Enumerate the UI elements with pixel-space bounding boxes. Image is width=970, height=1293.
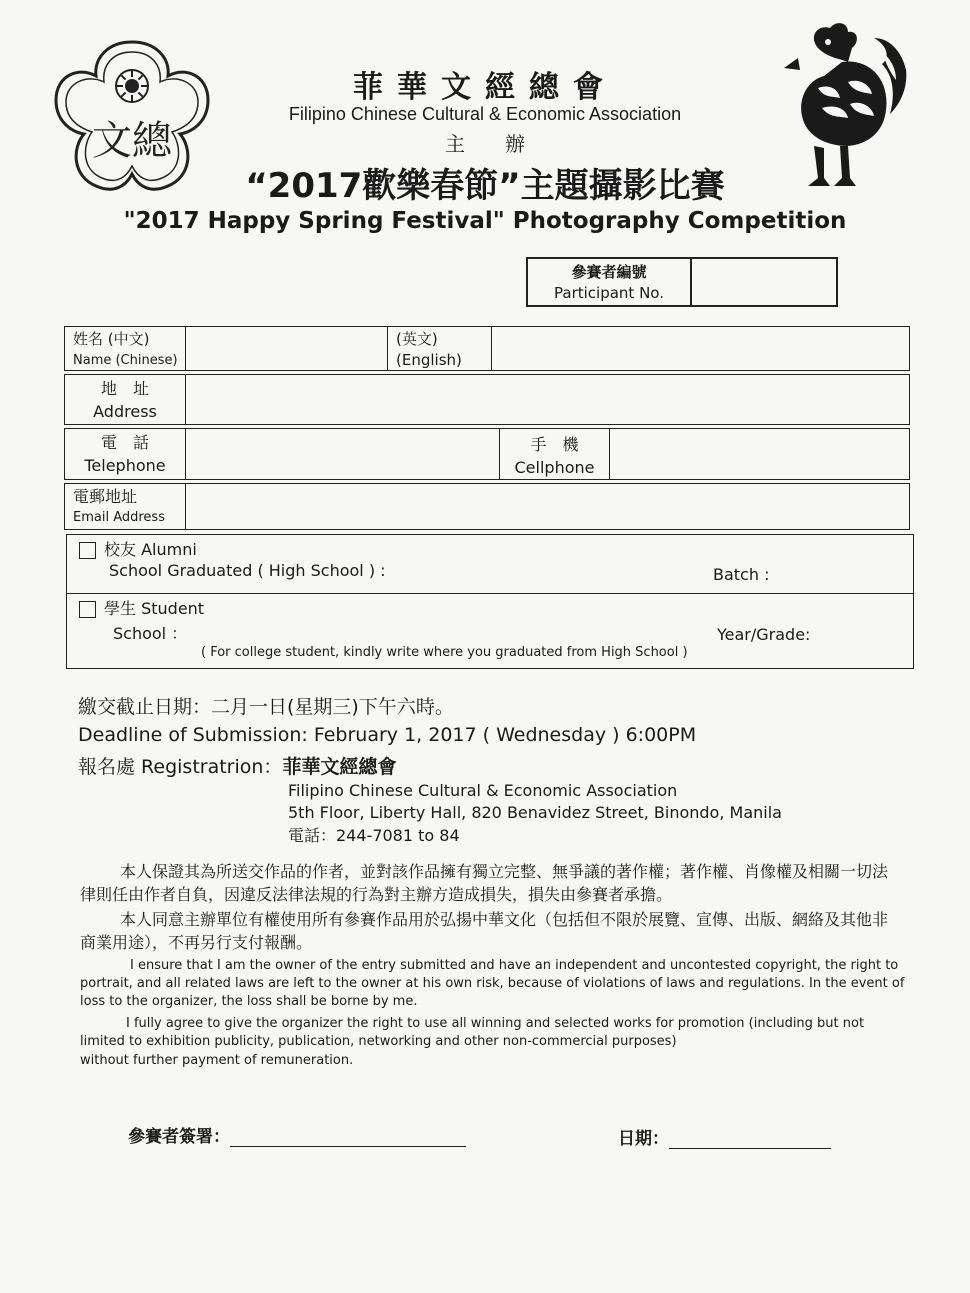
date-area <box>618 1124 831 1149</box>
batch-label: Batch : <box>713 565 770 584</box>
alumni-label: 校友 Alumni <box>104 540 197 559</box>
cellphone-label-zh: 手 機 <box>530 435 579 454</box>
title-zh: “2017歡樂春節”主題攝影比賽 <box>245 166 725 206</box>
student-label: 學生 Student <box>104 599 205 618</box>
address-label-en: Address <box>93 402 157 421</box>
email-label-zh: 電郵地址 <box>73 487 138 506</box>
participant-number-box <box>526 257 838 307</box>
logo-text: 文總 <box>92 118 172 164</box>
registration-phone: 電話：244-7081 to 84 <box>288 826 460 845</box>
terms-en-2a: I fully agree to give the organizer the right to use all winning and selected works for promotion (including but not limited to exhibition publicity, publication, networking and other non-commercial purposes) <box>80 1016 865 1049</box>
terms-zh-2: 本人同意主辦單位有權使用所有參賽作品用於弘揚中華文化（包括但不限於展覽、宣傳、出版、網絡及其他非商業用途），不再另行支付報酬。 <box>80 910 889 952</box>
name-en-label-zh: (英文) <box>396 330 438 348</box>
date-label: 日期： <box>618 1129 669 1149</box>
participant-label <box>528 259 692 305</box>
deadline-zh: 繳交截止日期：二月一日(星期三)下午六時。 <box>78 696 454 718</box>
email-label <box>65 484 185 529</box>
address-field[interactable] <box>185 375 909 424</box>
year-grade-label: Year/Grade: <box>717 625 811 644</box>
telephone-label-zh: 電 話 <box>100 433 149 452</box>
signature-label: 參賽者簽署： <box>128 1127 230 1147</box>
name-en-field[interactable] <box>491 327 909 370</box>
cellphone-field[interactable] <box>609 429 909 479</box>
registration-org-en: Filipino Chinese Cultural & Economic Association <box>288 781 678 800</box>
title-en: "2017 Happy Spring Festival" Photography Competition <box>123 208 847 234</box>
school-graduated-label: School Graduated ( High School ) : <box>109 561 386 580</box>
cellphone-label <box>499 429 609 479</box>
signature-area <box>128 1122 466 1147</box>
name-zh-label-zh: 姓名 (中文) <box>73 330 150 348</box>
student-checkbox[interactable] <box>79 601 96 618</box>
org-name-zh: 菲華文經總會 <box>353 70 617 105</box>
registration-label: 報名處 Registratrion： <box>78 756 283 778</box>
name-zh-label <box>65 327 185 370</box>
name-zh-field[interactable] <box>185 327 387 370</box>
participant-number-field[interactable] <box>692 259 836 305</box>
terms-zh-1: 本人保證其為所送交作品的作者，並對該作品擁有獨立完整、無爭議的著作權；著作權、肖像權及相關一切法律則任由作者自負，因違反法律法規的行為對主辦方造成損失，損失由參賽者承擔。 <box>80 862 889 904</box>
telephone-row <box>64 428 910 480</box>
date-line[interactable] <box>669 1128 831 1149</box>
address-label-zh: 地 址 <box>100 379 149 398</box>
status-block <box>66 534 914 669</box>
host-label: 主辦 <box>445 132 565 156</box>
name-zh-label-en: Name (Chinese) <box>73 353 178 368</box>
school-label: School ： <box>113 624 188 643</box>
alumni-option <box>79 537 197 560</box>
alumni-checkbox[interactable] <box>79 542 96 559</box>
name-en-label <box>387 327 491 370</box>
participant-label-en: Participant No. <box>554 284 664 302</box>
name-en-label-en: (English) <box>396 351 462 369</box>
name-row <box>64 326 910 371</box>
participant-label-zh: 參賽者編號 <box>571 263 647 281</box>
student-option <box>79 596 204 619</box>
terms-en-2b: without further payment of remuneration. <box>80 1053 354 1068</box>
registration-org-zh: 菲華文經總會 <box>282 756 397 778</box>
email-row <box>64 483 910 530</box>
signature-line[interactable] <box>230 1126 466 1147</box>
address-row <box>64 374 910 425</box>
org-name-en: Filipino Chinese Cultural & Economic Association <box>288 104 682 124</box>
registration-address: 5th Floor, Liberty Hall, 820 Benavidez Street, Binondo, Manila <box>288 803 782 822</box>
deadline-en: Deadline of Submission: February 1, 2017 ( Wednesday ) 6:00PM <box>78 724 697 746</box>
cellphone-label-en: Cellphone <box>514 458 595 477</box>
email-label-en: Email Address <box>73 510 165 525</box>
telephone-label-en: Telephone <box>84 456 166 475</box>
address-label <box>65 375 185 424</box>
registration-line <box>78 752 396 779</box>
telephone-field[interactable] <box>185 429 499 479</box>
email-field[interactable] <box>185 484 909 529</box>
status-divider <box>67 593 913 594</box>
college-note: ( For college student, kindly write where you graduated from High School ) <box>201 645 688 660</box>
terms-en-1: I ensure that I am the owner of the entry submitted and have an independent and uncontested copyright, the right to portrait, and all related laws are left to the owner at his own risk, because of violations of laws and regulations. In the event of loss to the organizer, the loss shall be borne by me. <box>80 958 905 1009</box>
telephone-label <box>65 429 185 479</box>
